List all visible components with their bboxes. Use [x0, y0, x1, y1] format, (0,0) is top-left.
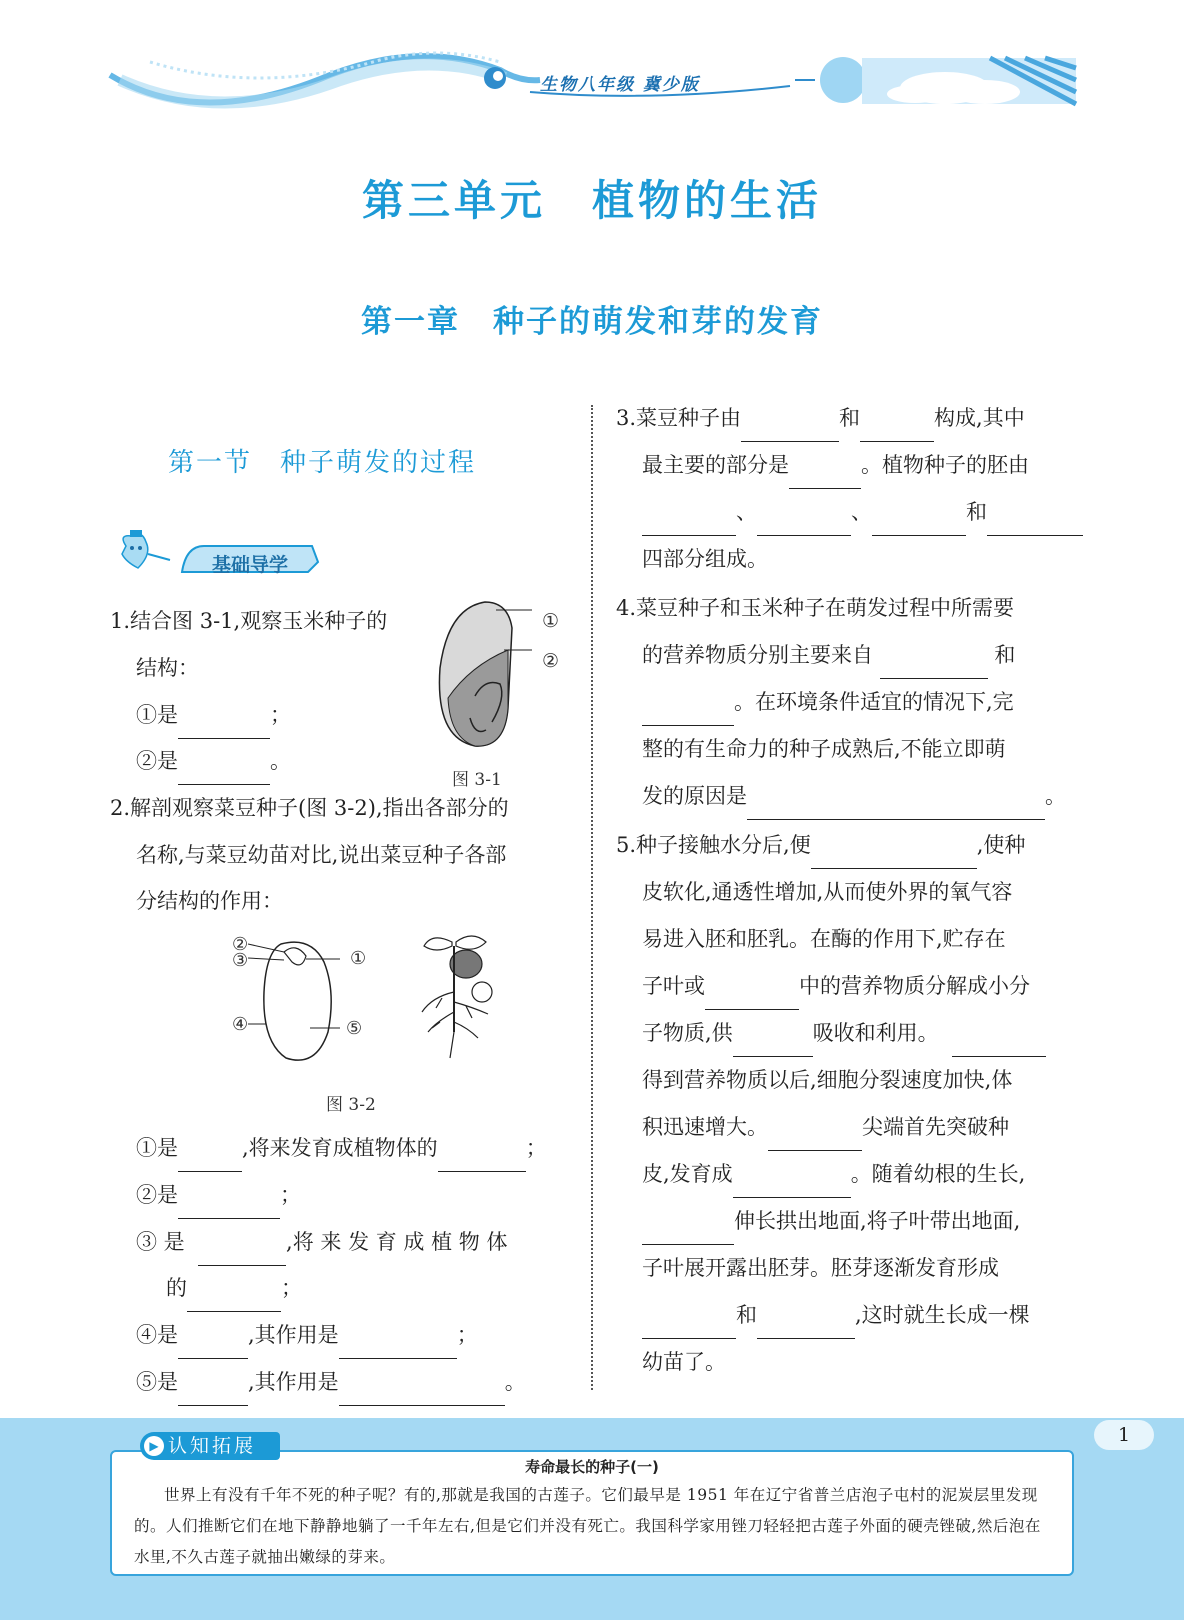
answer-blank[interactable] [187, 1281, 281, 1312]
answer-blank[interactable] [733, 1026, 813, 1057]
answer-blank[interactable] [811, 838, 977, 869]
play-icon: ▶ [144, 1436, 164, 1456]
q1-line-1: 1.结合图 3-1,观察玉米种子的 [110, 609, 388, 633]
figure-marker: ④ [232, 1014, 249, 1035]
q4-line-1: 4.菜豆种子和玉米种子在萌发过程中所需要 [616, 596, 1015, 620]
answer-blank[interactable] [872, 505, 966, 536]
figure-marker: ① [542, 610, 560, 632]
header-banner [0, 0, 1184, 130]
answer-blank[interactable] [733, 1167, 851, 1198]
q5-line-1: 5.种子接触水分后,便 ,使种 [616, 821, 1025, 869]
answer-blank[interactable] [178, 1375, 248, 1406]
answer-blank[interactable] [642, 505, 736, 536]
answer-blank[interactable] [339, 1375, 505, 1406]
knowledge-body: 世界上有没有千年不死的种子呢？有的,那就是我国的古莲子。它们最早是 1951 年在辽宁省普兰店泡子屯村的泥炭层里发现的。人们推断它们在地下静静地躺了一千年左右,但是它们并没有死亡。我国科学家用锉刀轻轻把古莲子外面的硬壳锉破,然后泡在水里,不久古莲子就抽出嫩绿的芽来。 [134, 1486, 1041, 1566]
q5-line-8: 皮,发育成 。随着幼根的生长, [642, 1150, 1025, 1198]
q2-line-3: 分结构的作用： [136, 889, 283, 913]
q1-answer-1: ①是 ； [136, 691, 291, 739]
header-caption: 生物八年级 冀少版 [540, 75, 700, 95]
column-divider [591, 405, 593, 1390]
figure-marker: ③ [232, 950, 249, 971]
q2-answer-4: ④是 ,其作用是 ； [136, 1311, 478, 1359]
q5-line-3: 易进入胚和胚乳。在酶的作用下,贮存在 [642, 927, 1006, 951]
q2-answer-3: ③ 是 ,将 来 发 育 成 植 物 体 [136, 1218, 507, 1266]
q3-line-3: 、 、 和 [642, 488, 1083, 536]
q5-line-11: 和 ,这时就生长成一棵 [642, 1291, 1030, 1339]
q2-answer-2: ②是 ； [136, 1171, 301, 1219]
q1-line-2: 结构： [136, 656, 199, 680]
answer-blank[interactable] [789, 458, 861, 489]
figure-marker: ⑤ [346, 1018, 363, 1039]
q4-line-3: 。在环境条件适宜的情况下,完 [642, 678, 1014, 726]
answer-blank[interactable] [987, 505, 1083, 536]
answer-blank[interactable] [178, 1328, 248, 1359]
q4-line-4: 整的有生命力的种子成熟后,不能立即萌 [642, 737, 1006, 761]
q4-line-2: 的营养物质分别主要来自 和 [642, 631, 1015, 679]
answer-blank[interactable] [642, 1214, 734, 1245]
answer-blank[interactable] [339, 1328, 457, 1359]
answer-blank[interactable] [757, 1308, 855, 1339]
q5-line-9: 伸长拱出地面,将子叶带出地面, [642, 1197, 1020, 1245]
answer-blank[interactable] [880, 648, 988, 679]
chapter-title: 第一章 种子的萌发和芽的发育 [361, 304, 823, 340]
q5-line-7: 积迅速增大。 尖端首先突破种 [642, 1103, 1009, 1151]
q2-answer-3-cont: 的 ； [166, 1264, 302, 1312]
answer-blank[interactable] [642, 1308, 736, 1339]
bean-seed-figure [226, 932, 516, 1068]
answer-blank[interactable] [768, 1120, 862, 1151]
q5-line-6: 得到营养物质以后,细胞分裂速度加快,体 [642, 1068, 1013, 1092]
q2-line-1: 2.解剖观察菜豆种子(图 3-2),指出各部分的 [110, 796, 509, 820]
answer-blank[interactable] [860, 411, 934, 442]
q1-answer-2: ②是 。 [136, 737, 291, 785]
q2-answer-5: ⑤是 ,其作用是 。 [136, 1358, 526, 1406]
answer-blank[interactable] [952, 1026, 1046, 1057]
knowledge-title: 寿命最长的种子(一) [525, 1458, 659, 1476]
q3-line-1: 3.菜豆种子由 和 构成,其中 [616, 394, 1025, 442]
q5-line-4: 子叶或 中的营养物质分解成小分 [642, 962, 1030, 1010]
figure-caption: 图 3-1 [452, 770, 502, 790]
figure-marker: ② [542, 650, 560, 672]
answer-blank[interactable] [642, 695, 734, 726]
figure-marker: ② [232, 934, 249, 955]
q5-line-5: 子物质,供 吸收和利用。 [642, 1009, 1046, 1057]
figure-caption: 图 3-2 [326, 1095, 376, 1115]
section-title: 第一节 种子萌发的过程 [168, 448, 477, 478]
q5-line-12: 幼苗了。 [642, 1350, 726, 1374]
answer-blank[interactable] [741, 411, 839, 442]
q4-line-5: 发的原因是 。 [642, 772, 1066, 820]
answer-blank[interactable] [705, 979, 799, 1010]
answer-blank[interactable] [438, 1141, 526, 1172]
q5-line-2: 皮软化,通透性增加,从而使外界的氧气容 [642, 880, 1013, 904]
answer-blank[interactable] [178, 1141, 242, 1172]
unit-title: 第三单元 植物的生活 [361, 176, 822, 225]
answer-blank[interactable] [747, 789, 1045, 820]
answer-blank[interactable] [178, 708, 270, 739]
q5-line-10: 子叶展开露出胚芽。胚芽逐渐发育形成 [642, 1256, 999, 1280]
q2-answer-1: ①是 ,将来发育成植物体的 ； [136, 1124, 547, 1172]
answer-blank[interactable] [757, 505, 851, 536]
answer-blank[interactable] [178, 1188, 280, 1219]
answer-blank[interactable] [198, 1235, 286, 1266]
figure-marker: ① [350, 948, 367, 969]
answer-blank[interactable] [178, 754, 270, 785]
section-tag-label: 基础导学 [212, 554, 289, 576]
q3-line-2: 最主要的部分是 。植物种子的胚由 [642, 441, 1029, 489]
knowledge-tab-label: 认知拓展 [168, 1435, 257, 1457]
q2-line-2: 名称,与菜豆幼苗对比,说出菜豆种子各部 [136, 843, 507, 867]
page-number: 1 [1094, 1420, 1154, 1450]
q3-line-4: 四部分组成。 [642, 547, 768, 571]
